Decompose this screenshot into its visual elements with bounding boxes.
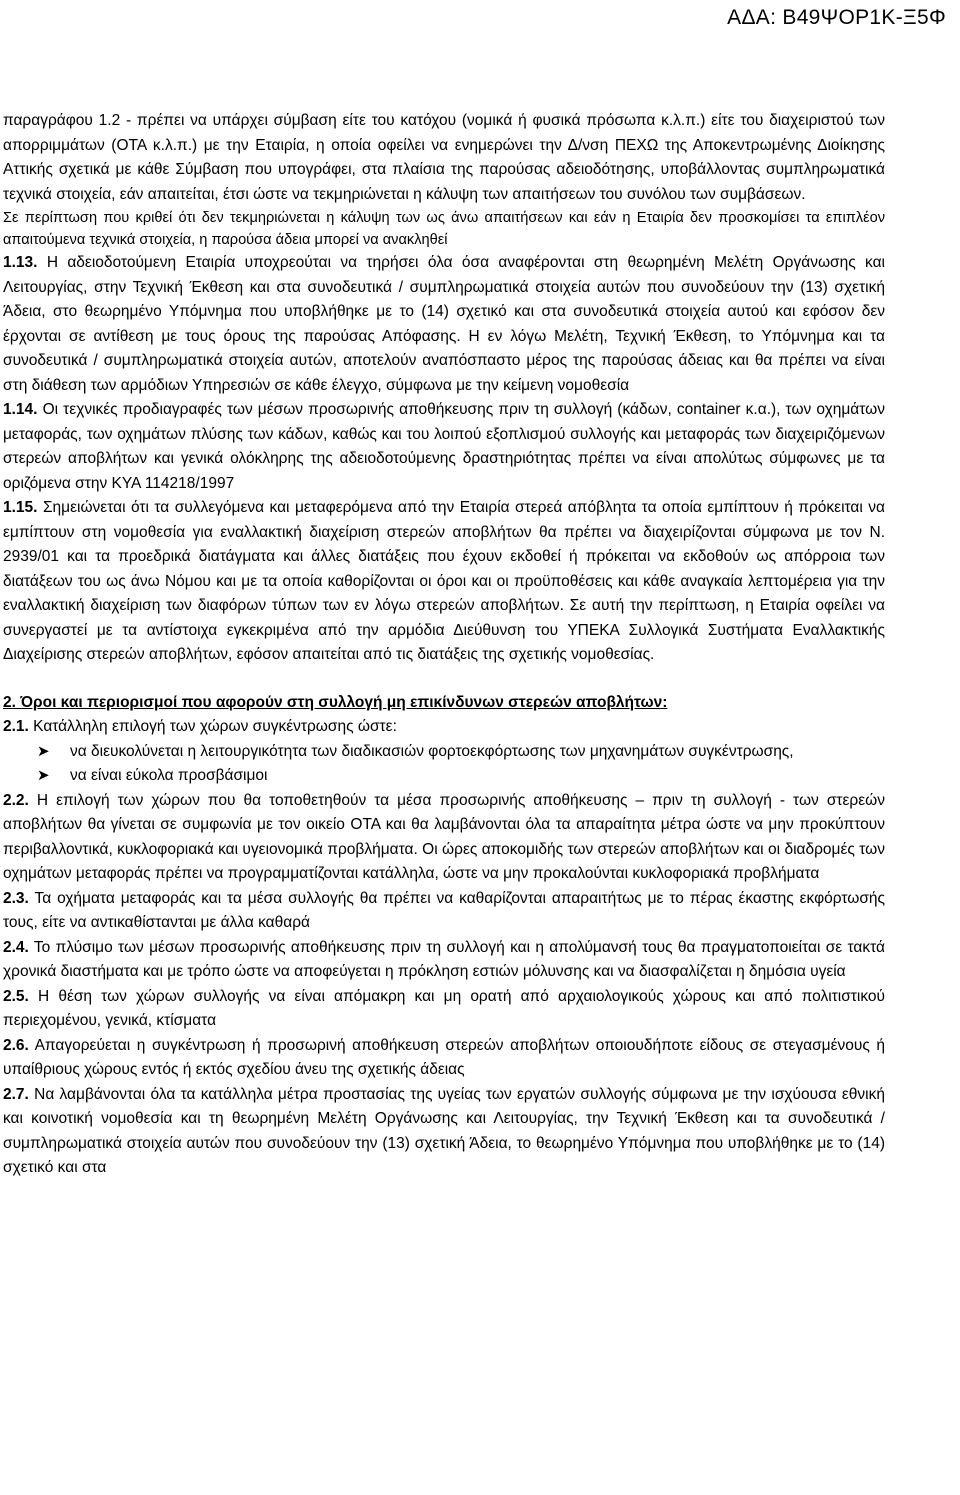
intro-paragraph-revocation: Σε περίπτωση που κριθεί ότι δεν τεκμηριώνεται η κάλυψη των ως άνω απαιτήσεων και εάν η Εταιρία δεν προσκομίσει τα επιπλέον απαιτούμενα τεχνικά στοιχεία, η παρούσα άδεια μπορεί να ανακληθεί bbox=[3, 210, 885, 248]
item-1-15 bbox=[3, 496, 885, 668]
item-text: Η αδειοδοτούμενη Εταιρία υποχρεούται να τηρήσει όλα όσα αναφέρονται στη θεωρημένη Μελέτη Οργάνωσης και Λειτουργίας, στην Τεχνική Έκθεση και στα συνοδευτικά / συμπληρωματικά στοιχεία αυτών που συνοδεύουν την (13) σχετική Άδεια, στο θεωρημένο Υπόμνημα που υποβλήθηκε με το (14) σχετικό και στα συνοδευτικά στοιχεία αυτού και εφόσον δεν έρχονται σε αντίθεση με τους όρους της παρούσας Απόφασης. Η εν λόγω Μελέτη, Τεχνική Έκθεση, το Υπόμνημα και τα συνοδευτικά / συμπληρωματικά στοιχεία αυτών, αποτελούν αναπόσπαστο μέρος της παρούσας άδειας και θα πρέπει να είναι στη διάθεση των αρμόδιων Υπηρεσιών σε κάθε έλεγχο, σύμφωνα με την κείμενη νομοθεσία bbox=[3, 254, 885, 394]
item-text: Απαγορεύεται η συγκέντρωση ή προσωρινή αποθήκευση στερεών αποβλήτων οποιουδήποτε είδους σε στεγασμένους ή υπαίθριους χώρους εντός ή εκτός σχεδίου άνευ της σχετικής άδειας bbox=[3, 1036, 885, 1078]
item-text: Να λαμβάνονται όλα τα κατάλληλα μέτρα προστασίας της υγείας των εργατών συλλογής σύμφωνα με την ισχύουσα εθνική και κοινοτική νομοθεσία και τη θεωρημένη Μελέτη Οργάνωσης και Λειτουργίας, την Τεχνική Έκθεση και τα συνοδευτικά / συμπληρωματικά στοιχεία αυτών που συνοδεύουν την (13) σχετική Άδεια, το θεωρημένο Υπόμνημα που υποβλήθηκε με το (14) σχετικό και στα bbox=[3, 1085, 885, 1176]
item-text: Κατάλληλη επιλογή των χώρων συγκέντρωσης ώστε: bbox=[33, 718, 397, 735]
item-number: 2.1. bbox=[3, 718, 29, 735]
arrow-bullet-icon: ➤ bbox=[37, 767, 50, 784]
ada-code: ΑΔΑ: Β49ΨΟΡ1Κ-Ξ5Φ bbox=[727, 6, 946, 29]
item-text: Το πλύσιμο των μέσων προσωρινής αποθήκευσης πριν τη συλλογή και η απολύμανσή τους θα πραγματοποιείται σε τακτά χρονικά διαστήματα και με τρόπο ώστε να αποφεύγεται η πρόκληση εστιών μόλυνσης και να διασφαλίζεται η δημόσια υγεία bbox=[3, 938, 885, 980]
item-1-13 bbox=[3, 251, 885, 398]
item-text: Σημειώνεται ότι τα συλλεγόμενα και μεταφερόμενα από την Εταιρία στερεά απόβλητα τα οποία εμπίπτουν ή πρόκειται να εμπίπτουν στη νομοθεσία για εναλλακτική διαχείριση στερεών αποβλήτων θα πρέπει να διαχειρίζονται σύμφωνα με τον Ν. 2939/01 και τα προεδρικά διατάγματα και άλλες διατάξεις που έχουν εκδοθεί ή πρόκειται να εκδοθούν ως απόρροια των διατάξεων του ως άνω Νόμου και με τα οποία καθορίζονται οι όροι και οι προϋποθέσεις και κάθε αναγκαία λεπτομέρεια για την εναλλακτική διαχείριση των διαφόρων τύπων των εν λόγω στερεών αποβλήτων. Σε αυτή την περίπτωση, η Εταιρία οφείλει να συνεργαστεί με τα αντίστοιχα εγκεκριμένα από την αρμόδια Διεύθυνση του ΥΠΕΚΑ Συλλογικά Συστήματα Εναλλακτικής Διαχείρισης στερεών αποβλήτων, εφόσον απαιτείται από τις διατάξεις της σχετικής νομοθεσίας. bbox=[3, 499, 886, 663]
document-body bbox=[3, 109, 885, 1181]
section-2-heading: 2. Όροι και περιορισμοί που αφορούν στη συλλογή μη επικίνδυνων στερεών αποβλήτων: bbox=[3, 693, 668, 711]
item-2-3 bbox=[3, 887, 885, 936]
bullet-text: να διευκολύνεται η λειτουργικότητα των διαδικασιών φορτοεκφόρτωσης των μηχανημάτων συγκέντρωσης, bbox=[70, 742, 794, 760]
item-2-6 bbox=[3, 1034, 885, 1083]
item-number: 2.4. bbox=[3, 938, 29, 956]
item-number: 1.13. bbox=[3, 254, 38, 271]
item-text: Τα οχήματα μεταφοράς και τα μέσα συλλογής θα πρέπει να καθαρίζονται απαραιτήτως με το πέρας έκαστης εκφόρτωσής τους, είτε να αντικαθίστανται με άλλα καθαρά bbox=[3, 889, 885, 931]
item-number: 2.6. bbox=[3, 1036, 29, 1054]
item-2-4 bbox=[3, 936, 885, 985]
item-1-14 bbox=[3, 398, 885, 496]
item-2-2 bbox=[3, 789, 885, 887]
bullet-item bbox=[3, 740, 885, 765]
item-text: Οι τεχνικές προδιαγραφές των μέσων προσωρινής αποθήκευσης πριν τη συλλογή (κάδων, container κ.α.), των οχημάτων μεταφοράς, των οχημάτων πλύσης των κάδων, καθώς και του λοιπού εξοπλισμού συλλογής και μεταφοράς των διαχειριζόμενων στερεών αποβλήτων και γενικά ολόκληρης της αδειοδοτούμενης δραστηριότητας πρέπει να είναι απολύτως σύμφωνες με τα οριζόμενα στην ΚΥΑ 114218/1997 bbox=[3, 401, 886, 492]
item-2-7 bbox=[3, 1083, 885, 1181]
item-2-1 bbox=[3, 715, 885, 740]
item-number: 2.3. bbox=[3, 889, 29, 907]
bullet-text: να είναι εύκολα προσβάσιμοι bbox=[70, 767, 268, 784]
section-spacer bbox=[3, 668, 885, 691]
arrow-bullet-icon: ➤ bbox=[37, 742, 50, 760]
item-number: 2.7. bbox=[3, 1085, 29, 1103]
item-number: 1.15. bbox=[3, 499, 38, 516]
intro-paragraph: παραγράφου 1.2 - πρέπει να υπάρχει σύμβαση είτε του κατόχου (νομικά ή φυσικά πρόσωπα κ.λ.π.) είτε του διαχειριστού των απορριμμάτων (ΟΤΑ κ.λ.π.) με την Εταιρία, η οποία οφείλει να ενημερώνει την Δ/νση ΠΕΧΩ της Αποκεντρωμένης Διοίκησης Αττικής σχετικά με κάθε Σύμβαση που υπογράφει, στα πλαίσια της παρούσας αδειοδότησης, υποβάλλοντας συμπληρωματικά τεχνικά στοιχεία, εάν απαιτείται, έτσι ώστε να τεκμηριώνεται η κάλυψη των απαιτήσεων του συνόλου των συμβάσεων. bbox=[3, 112, 885, 203]
item-text: Η επιλογή των χώρων που θα τοποθετηθούν τα μέσα προσωρινής αποθήκευσης – πριν τη συλλογή - των στερεών αποβλήτων θα γίνεται σε συμφωνία με τον οικείο ΟΤΑ και θα λαμβάνονται όλα τα απαραίτητα μέτρα ώστε να μην προκύπτουν περιβαλλοντικά, κυκλοφοριακά και υγειονομικά προβλήματα. Οι ώρες αποκομιδής των στερεών αποβλήτων και οι διαδρομές των οχημάτων μεταφοράς πρέπει να προγραμματίζονται κατάλληλα, ώστε να μην προκαλούνται κυκλοφοριακά προβλήματα bbox=[3, 791, 885, 882]
bullet-item bbox=[3, 764, 885, 789]
item-number: 1.14. bbox=[3, 401, 38, 418]
item-2-5 bbox=[3, 985, 885, 1034]
item-number: 2.5. bbox=[3, 987, 29, 1005]
item-text: Η θέση των χώρων συλλογής να είναι απόμακρη και μη ορατή από αρχαιολογικούς χώρους και από πολιτιστικού περιεχομένου, γενικά, κτίσματα bbox=[3, 987, 885, 1029]
item-number: 2.2. bbox=[3, 791, 29, 809]
